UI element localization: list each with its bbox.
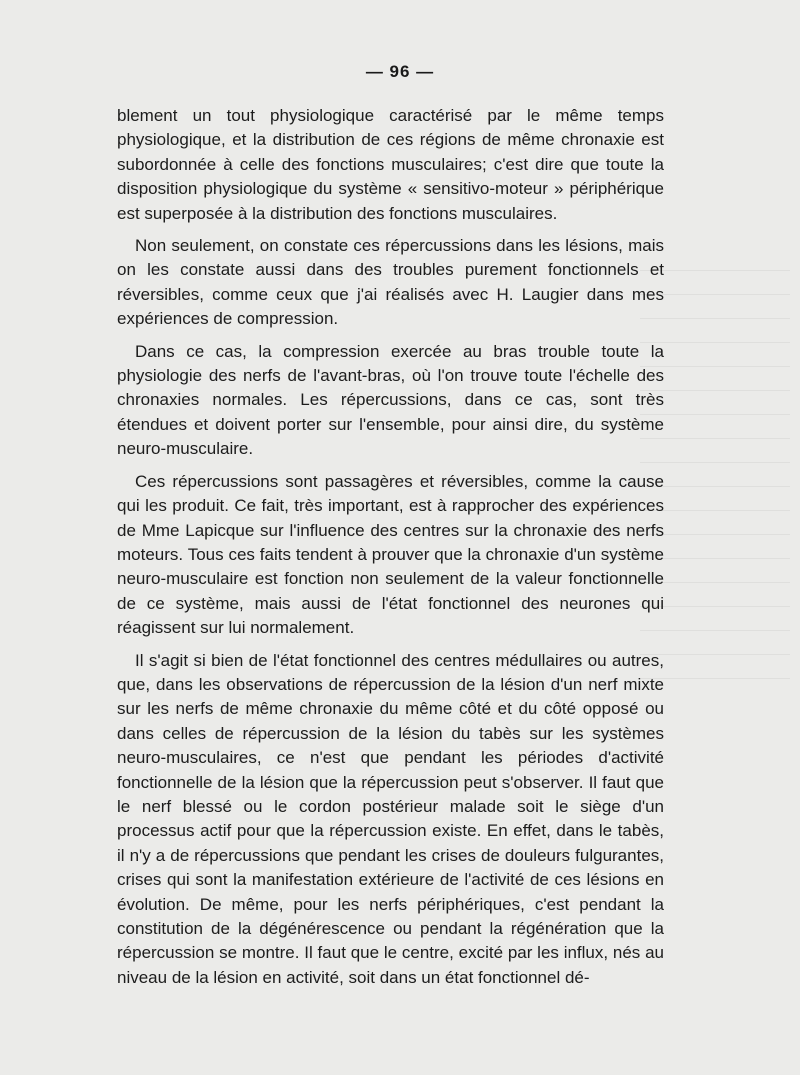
paragraph-3: Dans ce cas, la compression exercée au bras trouble toute la physiologie des nerfs de l'avant-bras, où l'on trouve toute l'échelle des chronaxies normales. Les répercussions, dans ce cas, sont très étendues et doivent porter sur l'ensemble, pour ainsi dire, du système neuro-musculaire. <box>117 341 664 459</box>
page-number: — 96 — <box>365 62 435 81</box>
paragraph-5: Il s'agit si bien de l'état fonctionnel des centres médullaires ou autres, que, dans les observations de répercussion de la lésion d'un nerf mixte sur les nerfs de même chronaxie du même côté et du côté opposé ou dans celles de répercussion de la lésion du tabès sur les systèmes neuro-musculaires, ce n'est que pendant les périodes d'activité fonctionnelle de la lésion que la répercussion peut s'observer. Il faut que le nerf blessé ou le cordon postérieur malade soit le siège d'un processus actif pour que la répercussion existe. En effet, dans le tabès, il n'y a de répercussions que pendant les crises de douleurs fulgurantes, crises qui sont la manifestation extérieure de l'activité de ces lésions en évolution. De même, pour les nerfs périphériques, c'est pendant la constitution de la dégénérescence ou pendant la régénération que la répercussion se montre. Il faut que le centre, excité par les influx, nés au niveau de la lésion en activité, soit dans un état fonctionnel dé- <box>117 650 664 987</box>
paragraph-2: Non seulement, on constate ces répercussions dans les lésions, mais on les constate aussi dans des troubles purement fonctionnels et réversibles, comme ceux que j'ai réalisés avec H. Laugier dans mes expériences de compression. <box>117 236 664 329</box>
body-text <box>117 104 664 990</box>
paragraph-1: blement un tout physiologique caractérisé par le même temps physiologique, et la distribution de ces régions de même chronaxie est subordonnée à celle des fonctions musculaires; c'est dire que toute la disposition physiologique du système « sensitivo-moteur » périphérique est superposée à la distribution des fonctions musculaires. <box>117 106 664 223</box>
paragraph-4: Ces répercussions sont passagères et réversibles, comme la cause qui les produit. Ce fait, très important, est à rapprocher des expériences de Mme Lapicque sur l'influence des centres sur la chronaxie des nerfs moteurs. Tous ces faits tendent à prouver que la chronaxie d'un système neuro-musculaire est fonction non seulement de la valeur fonctionnelle de ce système, mais aussi de l'état fonctionnel des neurones qui réagissent sur lui normalement. <box>117 471 664 638</box>
